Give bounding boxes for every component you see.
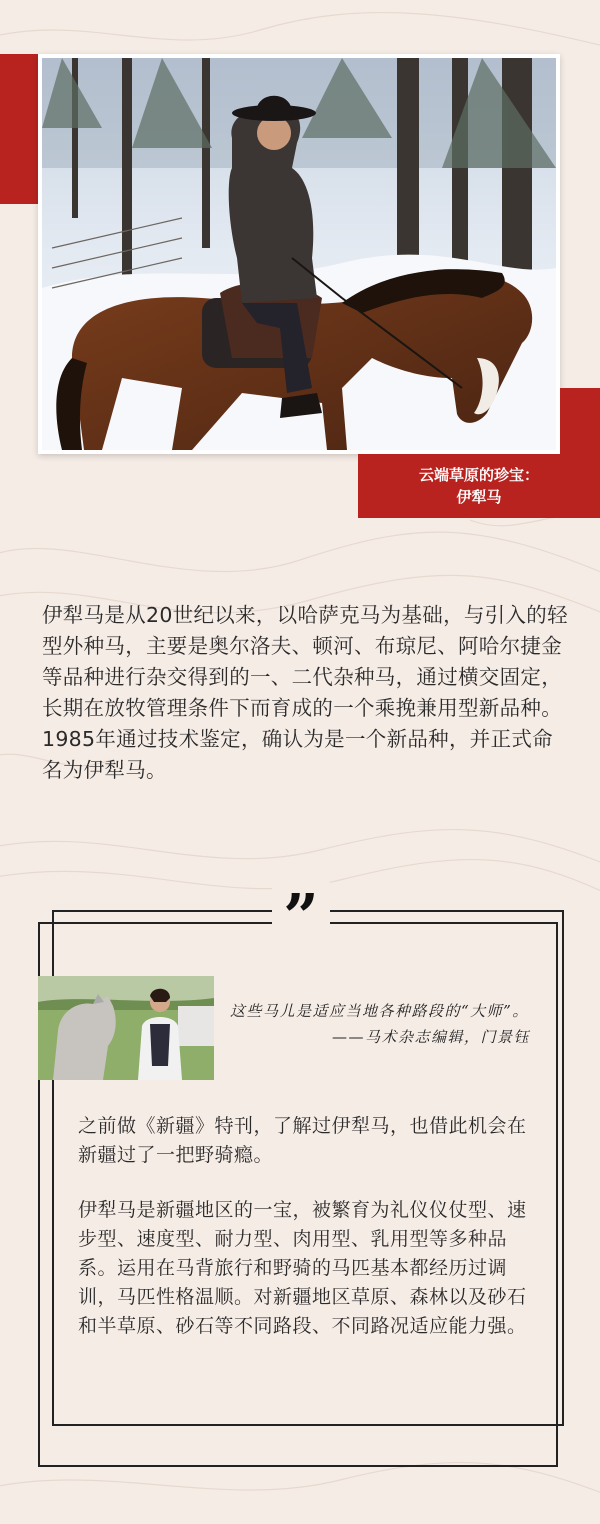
- intro-paragraph: 伊犁马是从20世纪以来，以哈萨克马为基础，与引入的轻型外种马，主要是奥尔洛夫、顿河、布琼尼、阿哈尔捷金等品种进行杂交得到的一、二代杂种马，通过横交固定，长期在放牧管理条件下而育成的一个乘挽兼用型新品种。1985年通过技术鉴定，确认为是一个新品种，并正式命名为伊犁马。: [42, 603, 568, 782]
- quote-text: 这些马儿是适应当地各种路段的“大师”。: [230, 1002, 529, 1020]
- rider-on-horse-image: [42, 58, 556, 450]
- photo-caption: [358, 454, 600, 518]
- editor-with-horse-image: [38, 976, 214, 1080]
- quote-mark-icon: ”: [272, 882, 330, 940]
- box-paragraph-2: 伊犁马是新疆地区的一宝，被繁育为礼仪仪仗型、速步型、速度型、耐力型、肉用型、乳用型等多种品系。运用在马背旅行和野骑的马匹基本都经历过调训，马匹性格温顺。对新疆地区草原、森林以及砂石和半草原、砂石等不同路段、不同路况适应能力强。: [78, 1199, 527, 1337]
- box-paragraph-1: 之前做《新疆》特刊，了解过伊犁马，也借此机会在新疆过了一把野骑瘾。: [78, 1115, 527, 1166]
- caption-line-1: 云端草原的珍宝：: [418, 466, 539, 484]
- accent-bar-left: [0, 54, 38, 204]
- hero-photo: [38, 54, 560, 454]
- caption-line-2: 伊犁马: [456, 488, 502, 506]
- quote-attribution: ——马术杂志编辑，门景钰: [331, 1028, 530, 1046]
- editor-quote: [230, 998, 550, 1050]
